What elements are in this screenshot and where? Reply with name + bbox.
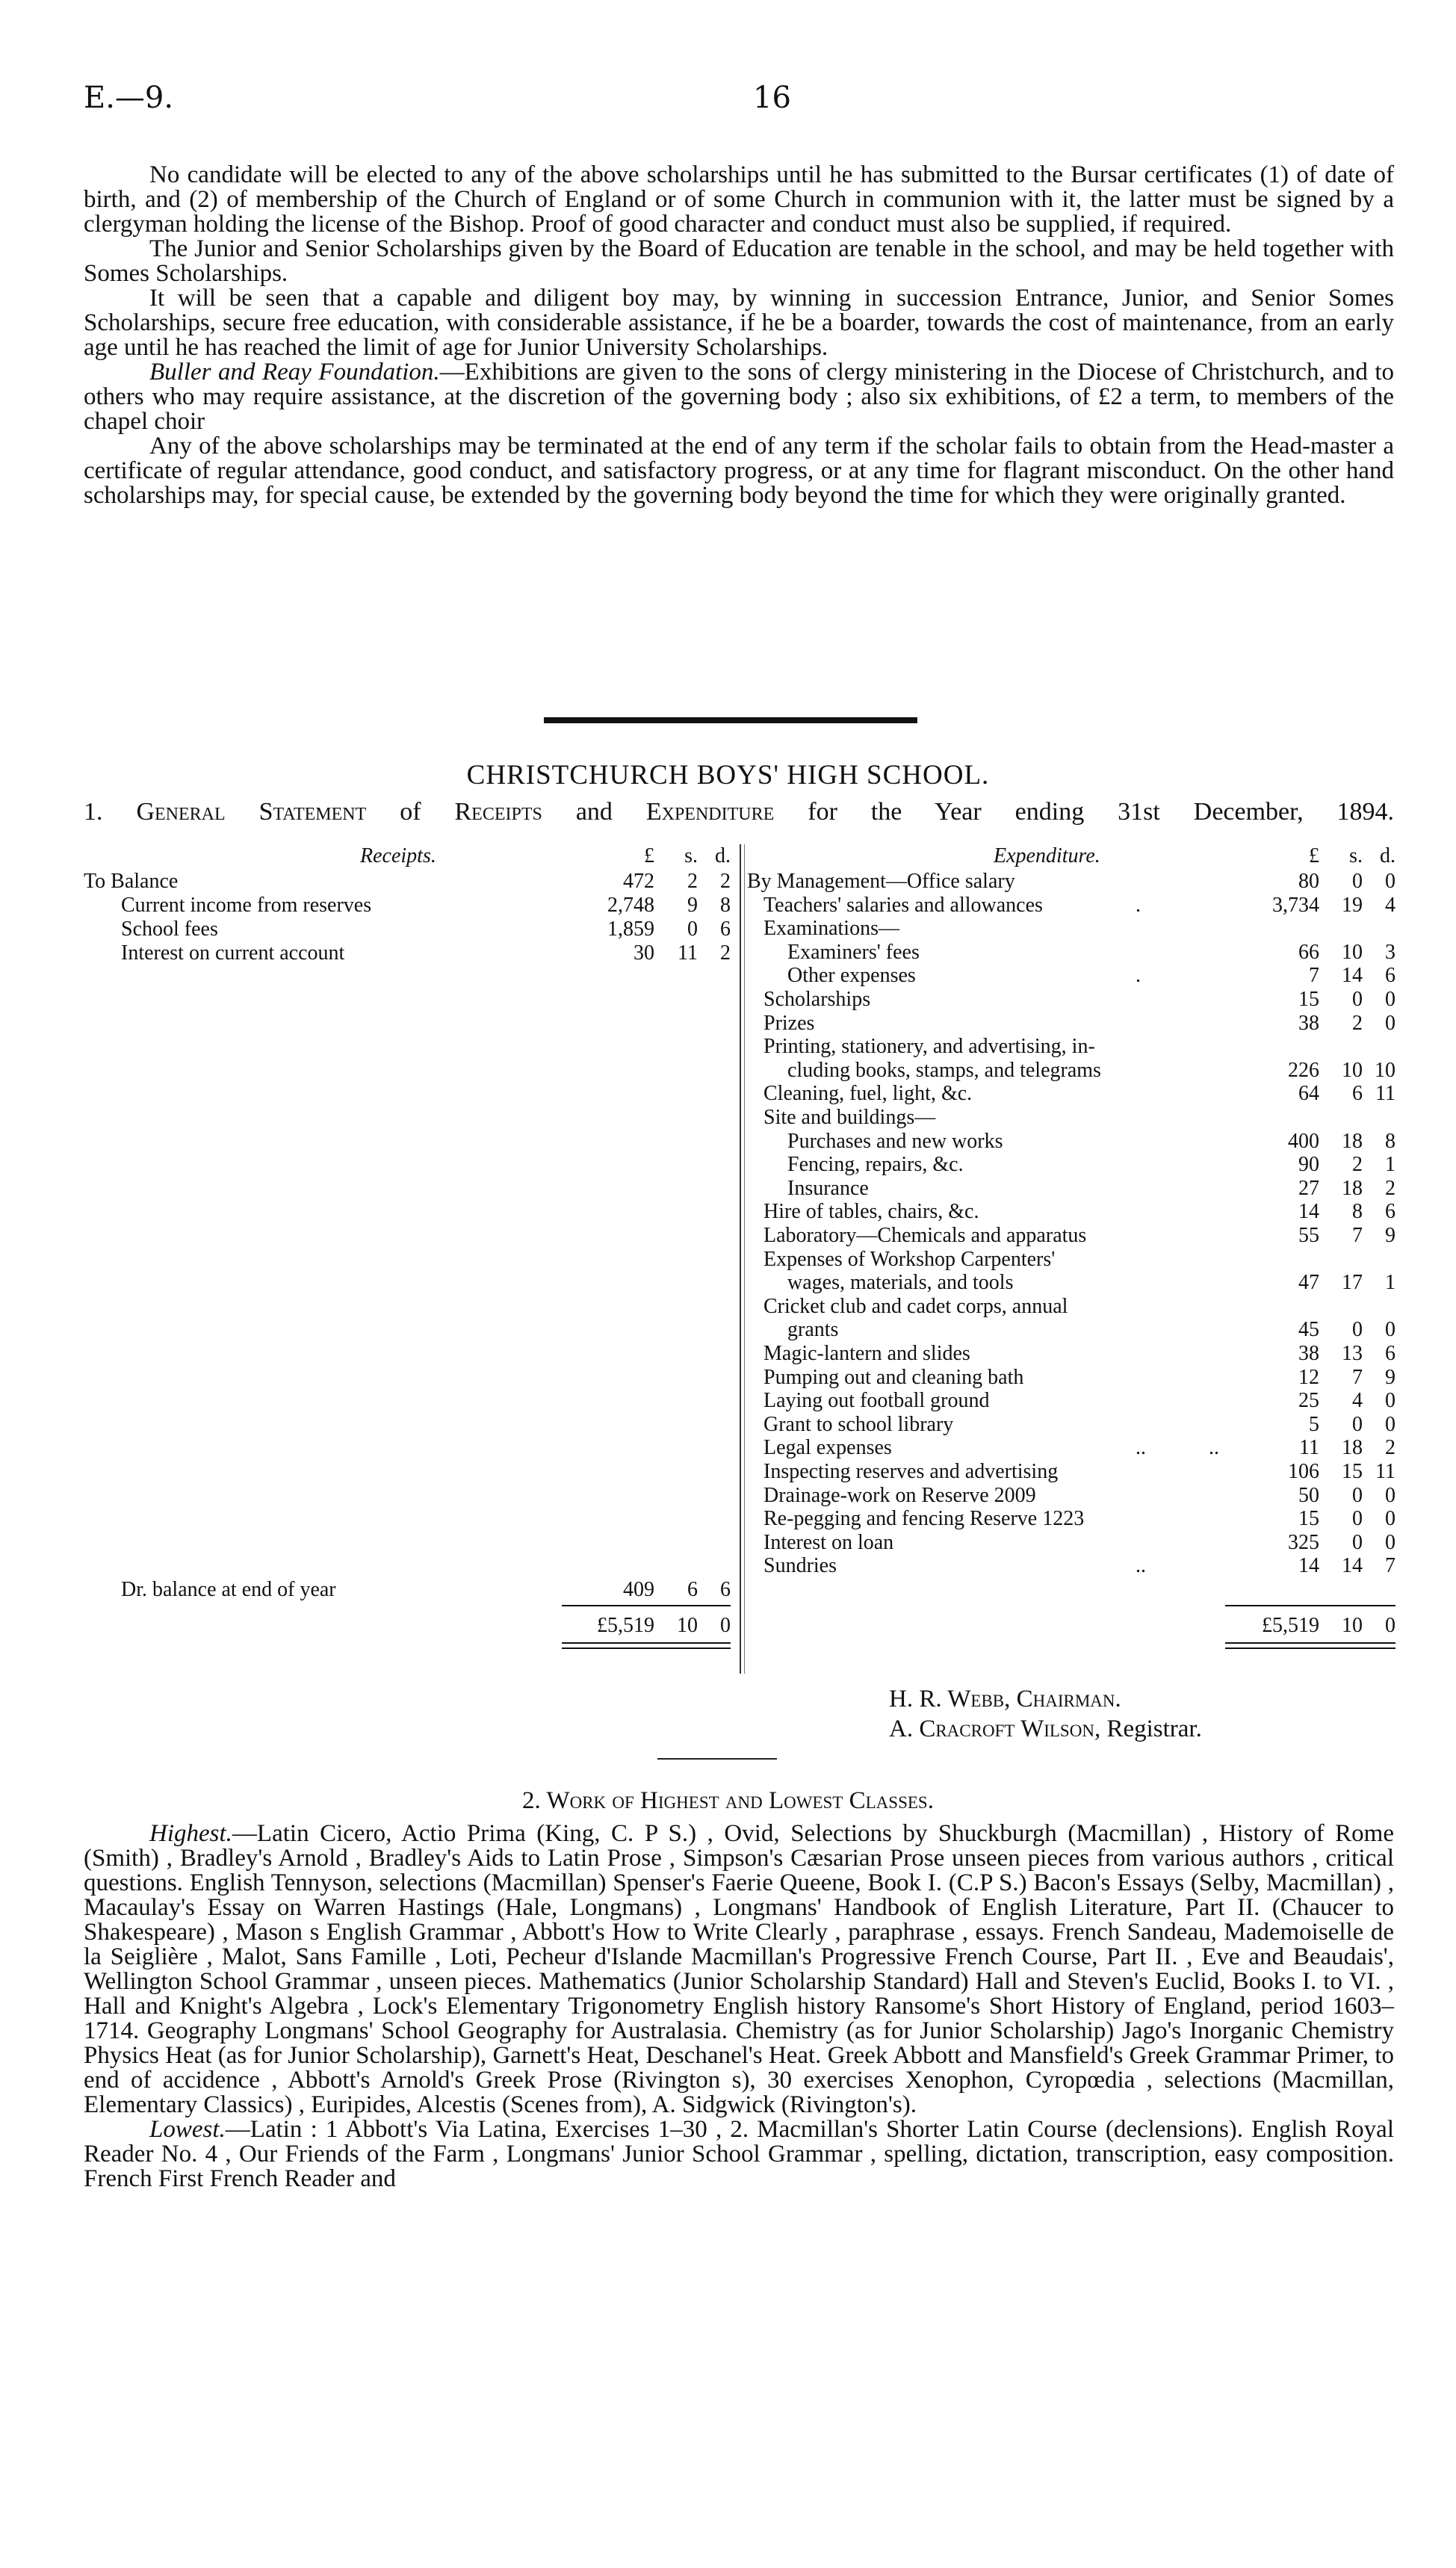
expenditure-pence: 0 <box>1385 870 1395 893</box>
expenditure-label: Purchases and new works <box>787 1129 1003 1153</box>
signature-chairman <box>889 1686 1121 1713</box>
receipts-heading: Receipts. <box>360 844 436 867</box>
expenditure-amount <box>1194 1507 1395 1531</box>
expenditure-amount <box>1194 1342 1395 1366</box>
receipts-total-row <box>84 1614 731 1638</box>
dr-balance-amount <box>529 1578 731 1602</box>
expenditure-heading: Expenditure. <box>994 844 1100 867</box>
expenditure-amount <box>1194 1012 1395 1036</box>
expenditure-row <box>747 894 1395 918</box>
expenditure-row <box>747 1342 1395 1366</box>
expenditure-shillings: 0 <box>1352 1507 1363 1531</box>
receipts-table <box>84 844 731 1674</box>
receipts-total-pence: 0 <box>720 1614 731 1637</box>
column-separator-inner <box>744 844 745 1674</box>
receipts-total-pounds: £5,519 <box>597 1614 654 1637</box>
receipts-total <box>529 1614 731 1638</box>
expenditure-pence: 6 <box>1385 964 1395 988</box>
expenditure-pence: 1 <box>1385 1271 1395 1295</box>
registrar-role: Registrar. <box>1106 1715 1202 1742</box>
highest-paragraph <box>84 1822 1394 2117</box>
receipts-total-double-rule <box>562 1642 731 1649</box>
col-pound: £ <box>644 844 654 867</box>
expenditure-shillings: 17 <box>1342 1271 1363 1295</box>
school-title: CHRISTCHURCH BOYS' HIGH SCHOOL. <box>466 760 990 790</box>
expenditure-amount <box>1194 1224 1395 1248</box>
expenditure-pence: 0 <box>1385 1318 1395 1342</box>
expenditure-amount <box>1194 917 1395 941</box>
dr-balance-row <box>84 1578 731 1602</box>
expenditure-amount <box>1194 1389 1395 1413</box>
receipt-shillings: 2 <box>687 870 698 893</box>
expenditure-row <box>747 1413 1395 1437</box>
page-header <box>84 81 1372 126</box>
expenditure-label: wages, materials, and tools <box>787 1271 1014 1295</box>
expenditure-amount <box>1194 1271 1395 1295</box>
expenditure-label: Grant to school library <box>763 1412 954 1436</box>
expenditure-label: Examinations— <box>763 917 899 941</box>
expenditure-pence: 9 <box>1385 1224 1395 1247</box>
statement-and: and <box>575 798 613 826</box>
receipt-label: School fees <box>121 918 218 941</box>
receipt-shillings: 9 <box>687 894 698 917</box>
lowest-label: Lowest. <box>149 2116 226 2143</box>
expenditure-shillings: 10 <box>1342 1058 1363 1082</box>
buller-text: —Exhibitions are given to the sons of clergy ministering in the Diocese of Christchurch, and to others who may require assistance, at the discretion of the governing body ; also six exhibitions, of £2 a term, to members of the chapel choir <box>84 359 1394 435</box>
expenditure-row <box>747 1366 1395 1390</box>
expenditure-row <box>747 1295 1395 1319</box>
expenditure-shillings: 14 <box>1342 964 1363 988</box>
document-reference: E.—9. <box>84 81 174 115</box>
statement-of: of <box>400 798 421 826</box>
receipt-pence: 6 <box>720 918 731 941</box>
expenditure-pounds: 325 <box>1288 1530 1319 1554</box>
expenditure-row <box>747 1177 1395 1201</box>
expenditure-pounds: 90 <box>1298 1153 1319 1177</box>
expenditure-label: Magic-lantern and slides <box>763 1342 970 1365</box>
expenditure-shillings: 19 <box>1342 893 1363 917</box>
col-pence: d. <box>1380 844 1395 867</box>
receipt-pounds: 472 <box>623 870 654 893</box>
expenditure-amount <box>1194 1130 1395 1154</box>
expenditure-label: Legal expenses <box>763 1436 892 1460</box>
expenditure-amount <box>1194 1318 1395 1342</box>
expenditure-pounds: 55 <box>1298 1224 1319 1247</box>
expenditure-label: Interest on loan <box>763 1530 894 1554</box>
expenditure-pence: 4 <box>1385 893 1395 917</box>
registrar-name: A. Cracroft Wilson, <box>889 1715 1101 1742</box>
expenditure-row <box>747 870 1395 894</box>
expenditure-shillings: 7 <box>1352 1365 1363 1389</box>
expenditure-shillings: 18 <box>1342 1436 1363 1460</box>
statement-general: General <box>136 798 226 826</box>
expenditure-pounds: 66 <box>1298 940 1319 964</box>
expenditure-pounds: 226 <box>1288 1058 1319 1082</box>
expenditure-amount <box>1194 941 1395 965</box>
expenditure-pounds: 14 <box>1298 1554 1319 1578</box>
expenditure-shillings: 2 <box>1352 1153 1363 1177</box>
receipt-pence: 2 <box>720 941 731 965</box>
expenditure-amount <box>1194 1295 1395 1319</box>
receipt-amount <box>529 870 731 894</box>
receipt-pounds: 30 <box>633 941 654 965</box>
expenditure-label: Pumping out and cleaning bath <box>763 1365 1024 1389</box>
expenditure-row <box>747 1012 1395 1036</box>
paragraph-board-scholarships: The Junior and Senior Scholarships given by the Board of Education are tenable in the school, and may be held together with Somes Scholarships. <box>84 235 1394 287</box>
receipt-label: To Balance <box>84 870 179 893</box>
expenditure-label: By Management—Office salary <box>747 870 1015 893</box>
expenditure-label: Other expenses <box>787 964 916 988</box>
expenditure-row <box>747 1106 1395 1130</box>
expenditure-row <box>747 1130 1395 1154</box>
expenditure-row <box>747 1507 1395 1531</box>
expenditure-amount <box>1194 1035 1395 1059</box>
expenditure-shillings: 13 <box>1342 1342 1363 1365</box>
expenditure-pence: 0 <box>1385 1507 1395 1531</box>
col-shillings: s. <box>1349 844 1363 867</box>
expenditure-label: cluding books, stamps, and telegrams <box>787 1058 1101 1082</box>
expenditure-pounds: 64 <box>1298 1082 1319 1106</box>
expenditure-pounds: 45 <box>1298 1318 1319 1342</box>
expenditure-label: Teachers' salaries and allowances <box>763 893 1043 917</box>
expenditure-pounds: 27 <box>1298 1176 1319 1200</box>
expenditure-label: Inspecting reserves and advertising <box>763 1460 1059 1483</box>
expenditure-pounds: 3,734 <box>1272 893 1319 917</box>
expenditure-pence: 3 <box>1385 940 1395 964</box>
expenditure-row <box>747 1318 1395 1342</box>
expenditure-total <box>1194 1614 1395 1638</box>
expenditure-amount <box>1194 1177 1395 1201</box>
expenditure-total-row <box>747 1614 1395 1638</box>
expenditure-pence: 0 <box>1385 1483 1395 1507</box>
expenditure-shillings: 14 <box>1342 1554 1363 1578</box>
scholarship-notes <box>84 163 1394 508</box>
expenditure-label: Hire of tables, chairs, &c. <box>763 1200 979 1224</box>
statement-rest: for the Year ending 31st December, 1894. <box>808 798 1395 826</box>
expenditure-shillings: 6 <box>1352 1082 1363 1106</box>
expenditure-leader-dots: . <box>1136 964 1141 988</box>
expenditure-total-shillings: 10 <box>1342 1614 1363 1637</box>
expenditure-row <box>747 917 1395 941</box>
expenditure-pence: 0 <box>1385 1011 1395 1035</box>
receipt-row <box>84 918 731 941</box>
expenditure-pounds: 7 <box>1309 964 1319 988</box>
expenditure-pence: 2 <box>1385 1176 1395 1200</box>
statement-title <box>84 798 1394 826</box>
dr-balance-pence: 6 <box>720 1578 731 1601</box>
receipts-header <box>84 844 731 868</box>
expenditure-label: Cricket club and cadet corps, annual <box>763 1294 1068 1318</box>
expenditure-shillings: 0 <box>1352 1483 1363 1507</box>
expenditure-row <box>747 1436 1395 1460</box>
expenditure-pounds: 38 <box>1298 1011 1319 1035</box>
expenditure-pence: 10 <box>1375 1058 1395 1082</box>
expenditure-pence: 0 <box>1385 1389 1395 1413</box>
expenditure-shillings: 8 <box>1352 1200 1363 1224</box>
expenditure-amount <box>1194 1554 1395 1578</box>
expenditure-shillings: 18 <box>1342 1176 1363 1200</box>
expenditure-row <box>747 1153 1395 1177</box>
expenditure-table <box>747 844 1395 1674</box>
expenditure-row <box>747 941 1395 965</box>
expenditure-row <box>747 1271 1395 1295</box>
expenditure-amount <box>1194 964 1395 988</box>
expenditure-label: Cleaning, fuel, light, &c. <box>763 1082 973 1106</box>
signature-registrar <box>889 1715 1202 1743</box>
expenditure-row <box>747 1389 1395 1413</box>
highest-text: —Latin Cicero, Actio Prima (King, C. P S.) , Ovid, Selections by Shuckburgh (Macmillan) , History of Rome (Smith) , Bradley's Arnold , Bradley's Aids to Latin Prose , Simpson's Cæsarian Prose unseen pieces from various authors , critical questions. English Tennyson, selections (Macmillan) Spenser's Faerie Queene, Book I. (C.P S.) Bacon's Essays (Selby, Macmillan) , Macaulay's Essay on Warren Hastings (Hale, Longmans) , Longmans' Handbook of English Literature, Part II. (Chaucer to Shakespeare) , Mason s English Grammar , Abbott's How to Write Clearly , paraphrase , essays. French Sandeau, Mademoiselle de la Seiglière , Malot, Sans Famille , Loti, Pecheur d'Islande Macmillan's Progressive French Course, Part II. , Eve and Beaudais', Wellington School Grammar , unseen pieces. Mathematics (Junior Scholarship Standard) Hall and Steven's Euclid, Books I. to VI. , Hall and Knight's Algebra , Lock's Elementary Trigonometry English history Ransome's Short History of England, period 1603–1714. Geography Longmans' School Geography for Australasia. Chemistry (as for Junior Scholarship) Jago's Inorganic Chemistry Physics Heat (as for Junior Scholarship), Garnett's Heat, Deschanel's Heat. Greek Abbott and Mansfield's Greek Grammar Primer, to end of accidence , Abbott's Arnold's Greek Prose (Rivington s), 30 exercises Xenophon, Cyropœdia , selections (Macmillan, Elementary Classics) , Euripides, Alcestis (Scenes from), A. Sidgwick (Rivington's). <box>84 1820 1394 2118</box>
expenditure-row <box>747 1554 1395 1578</box>
expenditure-amount <box>1194 1106 1395 1130</box>
expenditure-label: Insurance <box>787 1176 869 1200</box>
expenditure-pence: 1 <box>1385 1153 1395 1177</box>
buller-title: Buller and Reay Foundation. <box>149 359 440 386</box>
expenditure-pence: 0 <box>1385 1412 1395 1436</box>
expenditure-row <box>747 964 1395 988</box>
expenditure-pounds: 38 <box>1298 1342 1319 1365</box>
expenditure-header <box>747 844 1395 868</box>
expenditure-shillings: 2 <box>1352 1011 1363 1035</box>
page-number: 16 <box>753 81 791 115</box>
expenditure-pence: 2 <box>1385 1436 1395 1460</box>
expenditure-shillings: 18 <box>1342 1129 1363 1153</box>
dr-balance-label: Dr. balance at end of year <box>121 1578 336 1601</box>
expenditure-total-pence: 0 <box>1385 1614 1395 1637</box>
receipts-total-shillings: 10 <box>677 1614 698 1637</box>
expenditure-pence: 7 <box>1385 1554 1395 1578</box>
expenditure-label: Prizes <box>763 1011 815 1035</box>
expenditure-leader-dots: .. <box>1136 1554 1146 1578</box>
expenditure-row <box>747 1059 1395 1083</box>
receipt-label: Current income from reserves <box>121 894 372 917</box>
expenditure-label: Scholarships <box>763 988 871 1011</box>
expenditure-pounds: 15 <box>1298 1507 1319 1531</box>
expenditure-shillings: 0 <box>1352 988 1363 1011</box>
section2-title: 2. Work of Highest and Lowest Classes. <box>522 1787 934 1814</box>
expenditure-amount <box>1194 1436 1395 1460</box>
expenditure-row <box>747 988 1395 1012</box>
expenditure-label: grants <box>787 1318 839 1342</box>
expenditure-amount <box>1194 1413 1395 1437</box>
expenditure-pounds: 106 <box>1288 1460 1319 1483</box>
expenditure-label: Expenses of Workshop Carpenters' <box>763 1247 1056 1271</box>
expenditure-shillings: 15 <box>1342 1460 1363 1483</box>
paragraph-capable-boy: It will be seen that a capable and diligent boy may, by winning in succession Entrance, Junior, and Senior Somes Scholarships, secure free education, with considerable assistance, if he be a boarder, towards the cost of maintenance, from an early age until he has reached the limit of age for Junior University Scholarships. <box>84 285 1394 361</box>
receipt-pence: 2 <box>720 870 731 893</box>
paragraph-termination: Any of the above scholarships may be terminated at the end of any term if the scholar fails to obtain from the Head-master a certificate of regular attendance, good conduct, and satisfactory progress, or at any time for flagrant misconduct. On the other hand scholarships may, for special cause, be extended by the governing body beyond the time for which they were originally granted. <box>84 433 1394 509</box>
expenditure-row <box>747 1200 1395 1224</box>
column-separator <box>740 844 741 1674</box>
expenditure-pence: 9 <box>1385 1365 1395 1389</box>
receipt-row <box>84 941 731 965</box>
expenditure-shillings: 0 <box>1352 1318 1363 1342</box>
expenditure-amount <box>1194 1059 1395 1083</box>
col-shillings: s. <box>684 844 698 867</box>
expenditure-amount <box>1194 1082 1395 1106</box>
expenditure-total-double-rule <box>1225 1642 1395 1649</box>
receipts-total-rule <box>562 1605 731 1606</box>
lowest-paragraph <box>84 2117 1394 2191</box>
receipt-amount <box>529 918 731 941</box>
expenditure-pounds: 5 <box>1309 1412 1319 1436</box>
statement-statement: Statement <box>258 798 367 826</box>
statement-expenditure: Expenditure <box>645 798 775 826</box>
expenditure-row <box>747 1035 1395 1059</box>
expenditure-amount <box>1194 1460 1395 1484</box>
paragraph-certificates: No candidate will be elected to any of the above scholarships until he has submitted to the Bursar certificates (1) of date of birth, and (2) of membership of the Church of England or of some Church in communion with it, the latter must be signed by a clergyman holding the license of the Bishop. Proof of good character and conduct must also be supplied, if required. <box>84 161 1394 238</box>
expenditure-label: Laboratory—Chemicals and apparatus <box>763 1224 1087 1247</box>
statement-number: 1. <box>84 798 103 826</box>
expenditure-pounds: 400 <box>1288 1129 1319 1153</box>
receipt-shillings: 0 <box>687 918 698 941</box>
receipt-pounds: 1,859 <box>607 918 654 941</box>
expenditure-pounds: 12 <box>1298 1365 1319 1389</box>
expenditure-amount <box>1194 1531 1395 1555</box>
expenditure-label: Laying out football ground <box>763 1389 990 1413</box>
short-divider <box>657 1758 777 1760</box>
receipt-row <box>84 894 731 918</box>
dr-balance-shillings: 6 <box>687 1578 698 1601</box>
expenditure-pounds: 14 <box>1298 1200 1319 1224</box>
receipt-amount <box>529 894 731 918</box>
expenditure-label: Re-pegging and fencing Reserve 1223 <box>763 1507 1085 1531</box>
expenditure-shillings: 0 <box>1352 1412 1363 1436</box>
expenditure-pence: 6 <box>1385 1342 1395 1365</box>
section-divider <box>544 717 917 723</box>
work-of-classes <box>84 1822 1394 2191</box>
expenditure-amount <box>1194 1153 1395 1177</box>
expenditure-pounds: 50 <box>1298 1483 1319 1507</box>
expenditure-pounds: 47 <box>1298 1271 1319 1295</box>
receipt-amount <box>529 941 731 965</box>
expenditure-row <box>747 1082 1395 1106</box>
expenditure-col-heads <box>1194 844 1395 868</box>
col-pence: d. <box>715 844 731 867</box>
expenditure-amount <box>1194 894 1395 918</box>
expenditure-label: Fencing, repairs, &c. <box>787 1153 964 1177</box>
receipts-col-heads <box>529 844 731 868</box>
expenditure-label: Drainage-work on Reserve 2009 <box>763 1483 1036 1507</box>
expenditure-pounds: 80 <box>1298 870 1319 893</box>
lowest-text: —Latin : 1 Abbott's Via Latina, Exercises 1–30 , 2. Macmillan's Shorter Latin Course (declensions). English Royal Reader No. 4 , Our Friends of the Farm , Longmans' Junior School Grammar , spelling, dictation, transcription, easy composition. French First French Reader and <box>84 2116 1394 2192</box>
expenditure-pence: 0 <box>1385 1530 1395 1554</box>
expenditure-amount <box>1194 1200 1395 1224</box>
expenditure-amount <box>1194 1248 1395 1272</box>
expenditure-shillings: 10 <box>1342 940 1363 964</box>
highest-label: Highest. <box>149 1820 232 1847</box>
expenditure-pence: 11 <box>1375 1460 1395 1483</box>
expenditure-amount <box>1194 1484 1395 1508</box>
receipt-pounds: 2,748 <box>607 894 654 917</box>
expenditure-pounds: 15 <box>1298 988 1319 1011</box>
expenditure-total-pounds: £5,519 <box>1262 1614 1319 1637</box>
expenditure-row <box>747 1224 1395 1248</box>
expenditure-label: Site and buildings— <box>763 1106 936 1129</box>
expenditure-leader-dots: . <box>1136 893 1141 917</box>
chairman-name: H. R. Webb, Chairman. <box>889 1686 1121 1712</box>
expenditure-shillings: 4 <box>1352 1389 1363 1413</box>
expenditure-label: Examiners' fees <box>787 940 920 964</box>
expenditure-pounds: 25 <box>1298 1389 1319 1413</box>
col-pound: £ <box>1309 844 1319 867</box>
expenditure-pence: 8 <box>1385 1129 1395 1153</box>
expenditure-row <box>747 1531 1395 1555</box>
expenditure-leader-dots: .. .. <box>1136 1436 1219 1460</box>
expenditure-amount <box>1194 870 1395 894</box>
paragraph-buller-reay <box>84 360 1394 434</box>
expenditure-shillings: 0 <box>1352 870 1363 893</box>
receipt-pence: 8 <box>720 894 731 917</box>
receipt-shillings: 11 <box>678 941 698 965</box>
expenditure-shillings: 0 <box>1352 1530 1363 1554</box>
receipt-label: Interest on current account <box>121 941 345 965</box>
expenditure-total-rule <box>1225 1605 1395 1606</box>
receipt-row <box>84 870 731 894</box>
expenditure-label: Sundries <box>763 1554 837 1578</box>
expenditure-pence: 0 <box>1385 988 1395 1011</box>
statement-receipts: Receipts <box>454 798 542 826</box>
expenditure-shillings: 7 <box>1352 1224 1363 1247</box>
expenditure-amount <box>1194 1366 1395 1390</box>
expenditure-row <box>747 1484 1395 1508</box>
expenditure-row <box>747 1460 1395 1484</box>
dr-balance-pounds: 409 <box>623 1578 654 1601</box>
expenditure-amount <box>1194 988 1395 1012</box>
expenditure-pence: 11 <box>1375 1082 1395 1106</box>
expenditure-row <box>747 1248 1395 1272</box>
expenditure-label: Printing, stationery, and advertising, in- <box>763 1035 1095 1059</box>
expenditure-pounds: 11 <box>1299 1436 1319 1460</box>
expenditure-pence: 6 <box>1385 1200 1395 1224</box>
